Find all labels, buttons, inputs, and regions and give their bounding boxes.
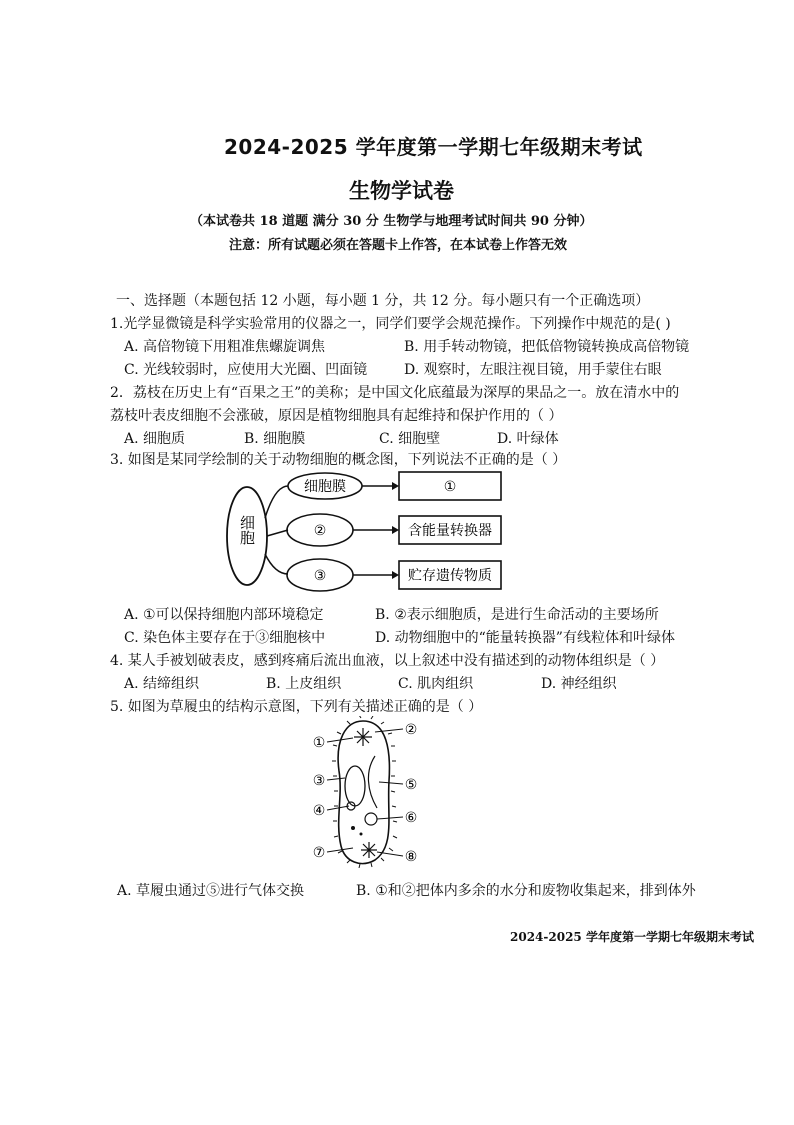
food-vacuole bbox=[365, 813, 377, 825]
branch-2-label: ② bbox=[313, 523, 327, 539]
question-2-option-c: C. 细胞壁 bbox=[379, 431, 441, 447]
cell-root-label: 细胞 bbox=[238, 515, 256, 545]
label-4: ④ bbox=[312, 803, 326, 819]
leader-7 bbox=[327, 848, 353, 852]
question-2-option-b: B. 细胞膜 bbox=[244, 431, 306, 447]
question-2-option-a: A. 细胞质 bbox=[124, 431, 186, 447]
paramecium-figure bbox=[305, 716, 425, 868]
label-6: ⑥ bbox=[404, 810, 418, 826]
box-2-label: 含能量转换器 bbox=[408, 523, 492, 539]
exam-title: 2024-2025 学年度第一学期七年级期末考试 bbox=[224, 135, 643, 159]
question-3-option-a: A. ①可以保持细胞内部环境稳定 bbox=[124, 607, 324, 623]
macronucleus bbox=[345, 766, 365, 806]
question-2-stem-line-1: 2．荔枝在历史上有“百果之王”的美称；是中国文化底蕴最为深厚的果品之一。放在清水中的 bbox=[110, 385, 680, 401]
paper-subtitle: 生物学试卷 bbox=[349, 179, 454, 203]
question-4-option-b: B. 上皮组织 bbox=[266, 676, 342, 692]
connector-middle bbox=[267, 530, 288, 536]
granule-2 bbox=[360, 833, 363, 836]
leader-6 bbox=[377, 817, 403, 819]
question-2-stem-line-2: 荔枝叶表皮细胞不会涨破，原因是植物细胞具有起维持和保护作用的（ ） bbox=[110, 408, 563, 424]
connector-bottom bbox=[265, 554, 288, 574]
question-1-option-c: C. 光线较弱时，应使用大光圈、凹面镜 bbox=[124, 362, 368, 378]
cell-concept-diagram bbox=[220, 470, 520, 595]
exam-notice: 注意：所有试题必须在答题卡上作答，在本试卷上作答无效 bbox=[229, 238, 568, 253]
leader-3 bbox=[327, 778, 345, 780]
arrowhead-1 bbox=[392, 482, 399, 490]
contractile-vacuole-top bbox=[354, 728, 372, 746]
question-5-stem: 5. 如图为草履虫的结构示意图，下列有关描述正确的是（ ） bbox=[110, 699, 483, 715]
question-4-option-a: A. 结缔组织 bbox=[124, 676, 200, 692]
section-heading: 一、选择题（本题包括 12 小题，每小题 1 分，共 12 分。每小题只有一个正确选项） bbox=[116, 293, 650, 309]
branch-1-label: 细胞膜 bbox=[304, 479, 346, 495]
oral-groove bbox=[368, 756, 377, 808]
exam-info: （本试卷共 18 道题 满分 30 分 生物学与地理考试时间共 90 分钟） bbox=[190, 214, 593, 229]
label-5: ⑤ bbox=[404, 777, 418, 793]
arrowhead-2 bbox=[392, 526, 399, 534]
question-3-option-c: C. 染色体主要存在于③细胞核中 bbox=[124, 630, 326, 646]
box-3-label: 贮存遗传物质 bbox=[408, 568, 492, 584]
question-4-stem: 4. 某人手被划破表皮，感到疼痛后流出血液，以上叙述中没有描述到的动物体组织是（ ） bbox=[110, 653, 665, 669]
question-1-option-d: D. 观察时，左眼注视目镜，用手蒙住右眼 bbox=[404, 362, 662, 378]
leader-5 bbox=[379, 782, 403, 784]
label-7: ⑦ bbox=[312, 845, 326, 861]
label-8: ⑧ bbox=[404, 849, 418, 865]
question-1-option-a: A. 高倍物镜下用粗准焦螺旋调焦 bbox=[124, 339, 326, 355]
label-1: ① bbox=[312, 735, 326, 751]
question-1-stem: 1.光学显微镜是科学实验常用的仪器之一，同学们要学会规范操作。下列操作中规范的是( ) bbox=[110, 316, 671, 332]
arrowhead-3 bbox=[392, 571, 399, 579]
contractile-vacuole-bottom bbox=[361, 842, 377, 858]
question-2-option-d: D. 叶绿体 bbox=[497, 431, 559, 447]
question-3-stem: 3. 如图是某同学绘制的关于动物细胞的概念图，下列说法不正确的是（ ） bbox=[110, 452, 567, 468]
question-4-option-c: C. 肌肉组织 bbox=[398, 676, 474, 692]
box-1-label: ① bbox=[443, 479, 457, 495]
question-1-option-b: B. 用手转动物镜，把低倍物镜转换成高倍物镜 bbox=[404, 339, 690, 355]
question-3-option-d: D. 动物细胞中的“能量转换器”有线粒体和叶绿体 bbox=[375, 630, 675, 646]
connector-top bbox=[265, 486, 288, 518]
page-footer: 2024-2025 学年度第一学期七年级期末考试 bbox=[510, 930, 754, 944]
label-3: ③ bbox=[312, 773, 326, 789]
leader-4 bbox=[327, 806, 349, 810]
branch-3-label: ③ bbox=[313, 568, 327, 584]
question-5-option-a: A. 草履虫通过⑤进行气体交换 bbox=[117, 883, 305, 899]
granule-1 bbox=[351, 826, 355, 830]
question-4-option-d: D. 神经组织 bbox=[541, 676, 617, 692]
leader-2 bbox=[375, 729, 403, 732]
label-2: ② bbox=[404, 722, 418, 738]
question-3-option-b: B. ②表示细胞质，是进行生命活动的主要场所 bbox=[375, 607, 659, 623]
question-5-option-b: B. ①和②把体内多余的水分和废物收集起来，排到体外 bbox=[356, 883, 696, 899]
